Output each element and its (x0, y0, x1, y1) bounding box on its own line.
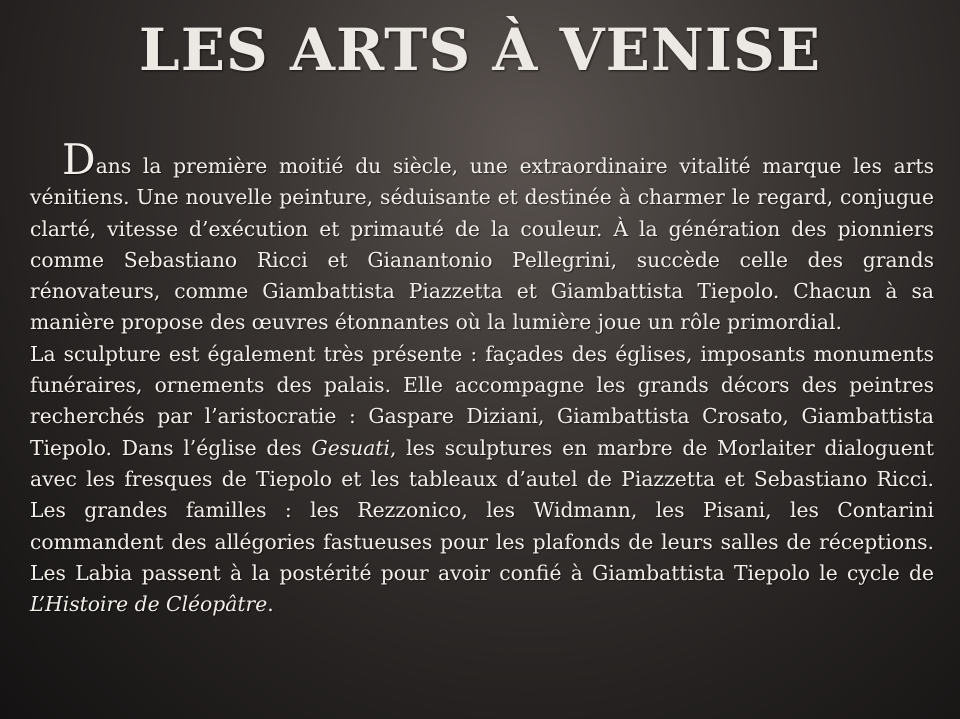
paragraph-sculpture-text-c: . (267, 592, 274, 617)
panel-title: LES ARTS À VENISE (138, 16, 822, 84)
paragraph-sculpture-text-a: La sculpture est également très présente : façades des églises, imposants monuments funéraires, ornements des palais. Elle accompagne les grands décors des peintres recherchés par l’aristocratie : Gaspare Diziani, Giambattista Crosato, Giambattista Tiepolo. Dans l’église des (30, 341, 934, 460)
paragraph-sculpture (30, 339, 934, 621)
drop-cap: D (62, 135, 96, 184)
paragraph-painting-text: ans la première moitié du siècle, une extraordinaire vitalité marque les arts vénitiens. Une nouvelle peinture, séduisante et destinée à charmer le regard, conjugue clarté, vitesse d’exécution et primauté de la couleur. À la génération des pionniers comme Sebastiano Ricci et Gianantonio Pellegrini, succède celle des grands rénovateurs, comme Giambattista Piazzetta et Giambattista Tiepolo. Chacun à sa manière propose des œuvres étonnantes où la lumière joue un rôle primordial. (30, 154, 934, 335)
panel-body (30, 135, 935, 620)
church-name: Gesuati (311, 435, 390, 460)
artwork-title: L’Histoire de Cléopâtre (30, 592, 268, 617)
paragraph-painting (30, 135, 934, 339)
paragraph-sculpture-text-b: , les sculptures en marbre de Morlaiter dialoguent avec les fresques de Tiepolo et les tableaux d’autel de Piazzetta et Sebastiano Ricci. Les grandes familles : les Rezzonico, les Widmann, les Pisani, les Contarini commandent des allégories fastueuses pour les plafonds de leurs salles de réceptions. Les Labia passent à la postérité pour avoir confié à Giambattista Tiepolo le cycle de (30, 435, 935, 585)
